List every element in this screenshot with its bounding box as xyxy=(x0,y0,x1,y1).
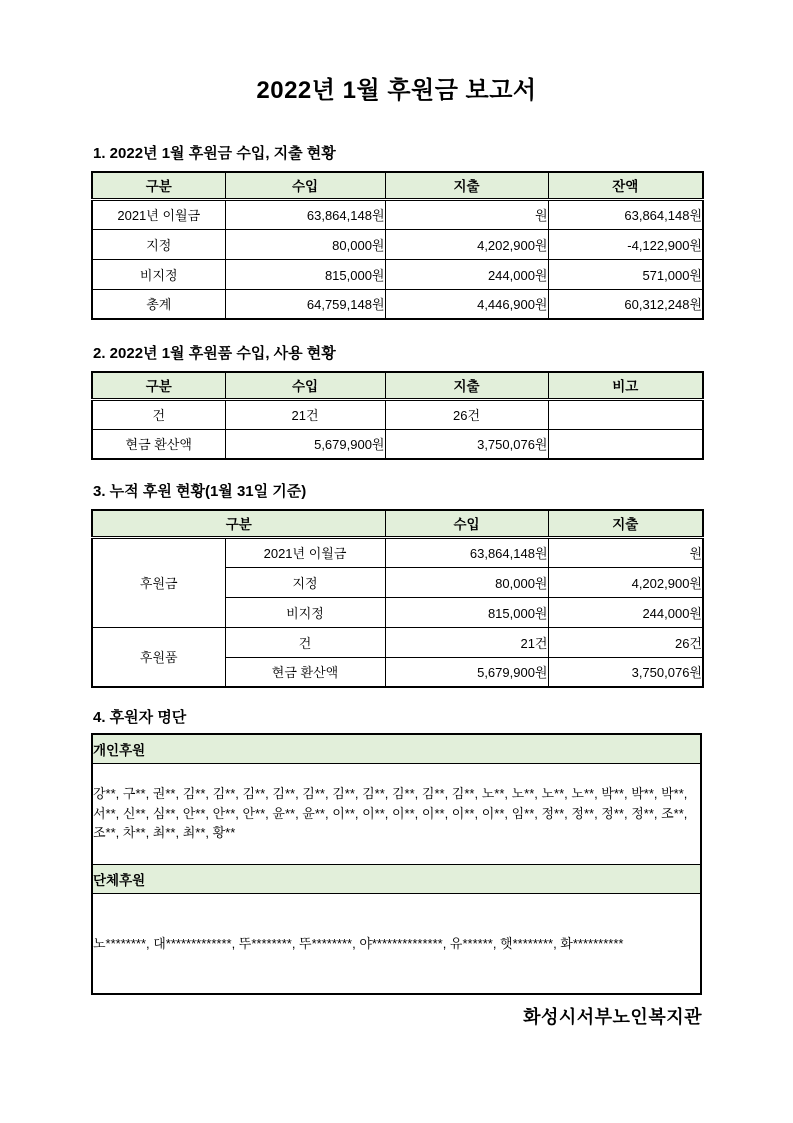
cell-expense: 원 xyxy=(548,537,703,567)
cell-expense: 244,000원 xyxy=(548,597,703,627)
cell-expense: 원 xyxy=(385,199,548,229)
cell-expense: 3,750,076원 xyxy=(548,657,703,687)
cell-income: 80,000원 xyxy=(385,567,548,597)
section4-heading: 4. 후원자 명단 xyxy=(93,709,187,726)
cell-income: 63,864,148원 xyxy=(385,537,548,567)
cell-note xyxy=(548,399,703,429)
col-header-expense: 지출 xyxy=(548,510,703,537)
page-title: 2022년 1월 후원금 보고서 xyxy=(256,77,537,104)
table-row xyxy=(92,399,703,429)
cell-income: 21건 xyxy=(225,399,385,429)
group-donors-label: 단체후원 xyxy=(92,864,701,893)
table-header-row xyxy=(92,372,703,399)
cell-subcategory: 현금 환산액 xyxy=(225,657,385,687)
col-header-expense: 지출 xyxy=(385,372,548,399)
cell-group-label-goods: 후원품 xyxy=(92,627,225,687)
cell-balance: -4,122,900원 xyxy=(548,229,703,259)
col-header-income: 수입 xyxy=(225,372,385,399)
individual-label-row xyxy=(92,734,701,763)
group-label-row xyxy=(92,864,701,893)
cell-category: 2021년 이월금 xyxy=(92,199,225,229)
cell-group-label-money: 후원금 xyxy=(92,537,225,627)
cell-subcategory: 건 xyxy=(225,627,385,657)
cell-income: 815,000원 xyxy=(225,259,385,289)
table-header-row xyxy=(92,172,703,199)
cell-balance: 571,000원 xyxy=(548,259,703,289)
cell-expense: 4,446,900원 xyxy=(385,289,548,319)
organization-name: 화성시서부노인복지관 xyxy=(523,1007,702,1027)
col-header-category: 구분 xyxy=(92,372,225,399)
individual-names-row xyxy=(92,763,701,864)
table-row xyxy=(92,199,703,229)
table-row xyxy=(92,627,703,657)
cell-expense: 3,750,076원 xyxy=(385,429,548,459)
cell-balance: 63,864,148원 xyxy=(548,199,703,229)
section1-heading: 1. 2022년 1월 후원금 수입, 지출 현황 xyxy=(93,145,336,162)
cell-expense: 244,000원 xyxy=(385,259,548,289)
table-row-total xyxy=(92,289,703,319)
individual-donors-names: 강**, 구**, 권**, 김**, 김**, 김**, 김**, 김**, 김**, 김**, 김**, 김**, 김**, 노**, 노**, 노**, 노**, 박**, 박**, 박**, 서**, 신**, 심**, 안**, 안**, 안**, 윤**, 윤**, 이**, 이**, 이**, 이**, 이**, 이**, 임**, 정**, 정**, 정**, 정**, 조**, 조**, 차**, 최**, 최**, 황** xyxy=(92,763,701,864)
group-donors-names: 노********, 대*************, 뚜********, 뚜********, 야**************, 유******, 햇********, 화********** xyxy=(92,893,701,994)
cell-expense: 4,202,900원 xyxy=(548,567,703,597)
col-header-category: 구분 xyxy=(92,510,385,537)
cell-subcategory: 비지정 xyxy=(225,597,385,627)
cell-income: 21건 xyxy=(385,627,548,657)
cell-income: 64,759,148원 xyxy=(225,289,385,319)
cell-balance: 60,312,248원 xyxy=(548,289,703,319)
table-row xyxy=(92,259,703,289)
cell-income: 5,679,900원 xyxy=(385,657,548,687)
cell-category: 지정 xyxy=(92,229,225,259)
col-header-note: 비고 xyxy=(548,372,703,399)
table-donation-money xyxy=(91,171,704,320)
cell-category: 총계 xyxy=(92,289,225,319)
cell-subcategory: 2021년 이월금 xyxy=(225,537,385,567)
cell-income: 815,000원 xyxy=(385,597,548,627)
section3-heading: 3. 누적 후원 현황(1월 31일 기준) xyxy=(93,483,307,500)
table-donation-goods xyxy=(91,371,704,460)
group-names-row xyxy=(92,893,701,994)
table-header-row xyxy=(92,510,703,537)
cell-category: 현금 환산액 xyxy=(92,429,225,459)
table-row xyxy=(92,537,703,567)
col-header-expense: 지출 xyxy=(385,172,548,199)
cell-income: 5,679,900원 xyxy=(225,429,385,459)
col-header-income: 수입 xyxy=(385,510,548,537)
cell-expense: 26건 xyxy=(385,399,548,429)
cell-category: 비지정 xyxy=(92,259,225,289)
document-body xyxy=(91,146,702,995)
table-cumulative xyxy=(91,509,704,688)
table-donor-list xyxy=(91,733,702,995)
col-header-income: 수입 xyxy=(225,172,385,199)
cell-category: 건 xyxy=(92,399,225,429)
col-header-balance: 잔액 xyxy=(548,172,703,199)
table-row xyxy=(92,229,703,259)
individual-donors-label: 개인후원 xyxy=(92,734,701,763)
cell-expense: 26건 xyxy=(548,627,703,657)
cell-income: 80,000원 xyxy=(225,229,385,259)
section2-heading: 2. 2022년 1월 후원품 수입, 사용 현황 xyxy=(93,345,336,362)
col-header-category: 구분 xyxy=(92,172,225,199)
cell-subcategory: 지정 xyxy=(225,567,385,597)
cell-income: 63,864,148원 xyxy=(225,199,385,229)
table-row xyxy=(92,429,703,459)
cell-note xyxy=(548,429,703,459)
cell-expense: 4,202,900원 xyxy=(385,229,548,259)
